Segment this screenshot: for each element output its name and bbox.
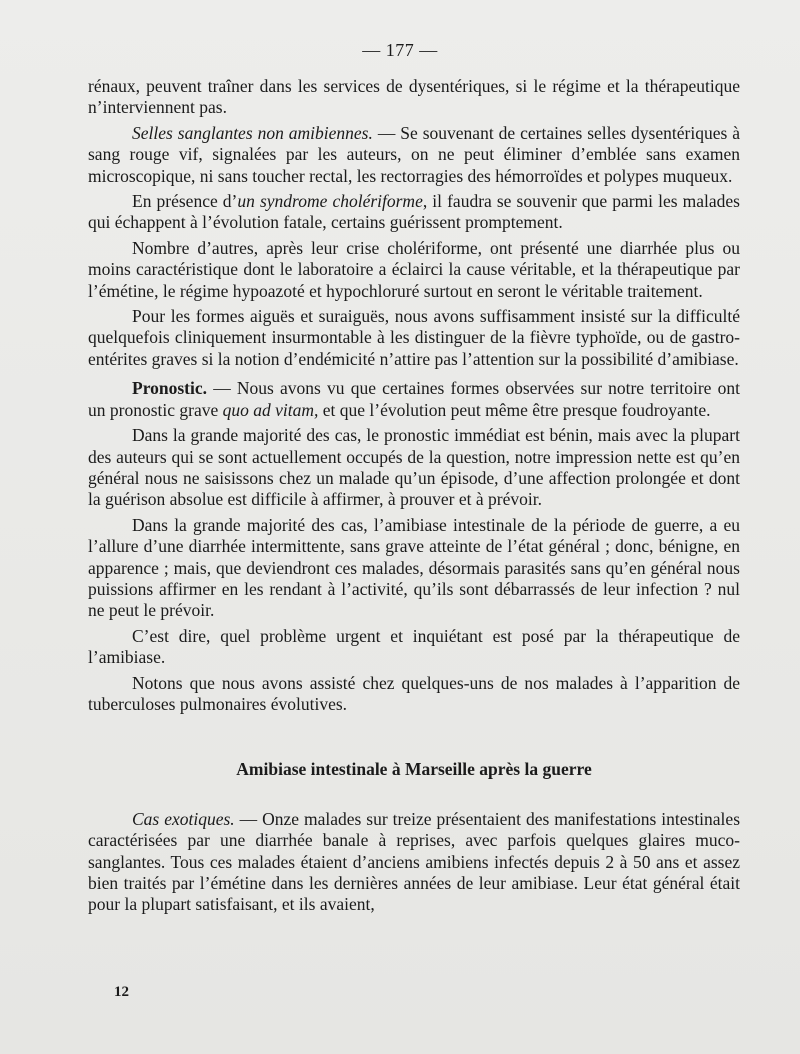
- paragraph: Cas exotiques. — Onze malades sur treize présentaient des manifestations intestinales caractérisées par une diarrhée banale à reprises, avec parfois quelques glaires muco-sanglantes. Tous ces malades étaient d’anciens amibiens infectés depuis 2 à 50 ans et assez bien traités par l’émétine dans les dernières années de leur amibiase. Leur état général était pour la plupart satisfaisant, et ils avaient,: [88, 808, 740, 915]
- paragraph-lead: Selles sanglantes non amibiennes.: [132, 122, 373, 143]
- emphasis: quo ad vitam,: [222, 399, 319, 420]
- body-text: [88, 76, 740, 920]
- paragraph: Pronostic. — Nous avons vu que certaines formes observées sur notre territoire ont un pronostic grave quo ad vitam, et que l’évolution peut même être presque foudroyante.: [88, 378, 740, 420]
- paragraph: En présence d’un syndrome cholériforme, il faudra se souvenir que parmi les malades qui échappent à l’évolution fatale, certains guérissent promptement.: [88, 191, 740, 233]
- paragraph: rénaux, peuvent traîner dans les services de dysentériques, si le régime et la thérapeutique n’interviennent pas.: [88, 76, 740, 118]
- paragraph: Dans la grande majorité des cas, le pronostic immédiat est bénin, mais avec la plupart des auteurs qui se sont actuellement occupés de la question, notre impression nette est qu’en général nous ne saisissons chez un malade qu’un épisode, d’une affection prolongée et dont la guérison absolue est difficile à affirmer, à prouver et à prévoir.: [88, 425, 740, 510]
- paragraph: Pour les formes aiguës et suraiguës, nous avons suffisamment insisté sur la difficulté quelquefois cliniquement insurmontable à les distinguer de la fièvre typhoïde, ou de gastro-entérites graves si la notion d’endémicité n’attire pas l’attention sur la possibilité d’amibiase.: [88, 306, 740, 369]
- paragraph-lead: Pronostic.: [132, 378, 208, 399]
- page-number: — 177 —: [362, 40, 438, 60]
- paragraph: C’est dire, quel problème urgent et inquiétant est posé par la thérapeutique de l’amibiase.: [88, 625, 740, 668]
- paragraph-lead: Cas exotiques.: [132, 808, 235, 829]
- emphasis: un syndrome cholériforme: [237, 191, 423, 212]
- signature-mark: 12: [114, 984, 129, 1000]
- paragraph: Selles sanglantes non amibiennes. — Se souvenant de certaines selles dysentériques à sang rouge vif, signalées par les auteurs, on ne peut éliminer d’emblée sans examen microscopique, ni sans toucher rectal, les rectorragies des hémorroïdes et polypes muqueux.: [88, 122, 741, 186]
- paragraph: Nombre d’autres, après leur crise cholériforme, ont présenté une diarrhée plus ou moins caractéristique dont le laboratoire a éclairci la cause véritable, et la thérapeutique par l’émétine, le régime hypoazoté et hypochloruré surtout en seront le véritable traitement.: [88, 237, 740, 301]
- section-heading: Amibiase intestinale à Marseille après la guerre: [236, 759, 592, 780]
- paragraph: Notons que nous avons assisté chez quelques-uns de nos malades à l’apparition de tuberculoses pulmonaires évolutives.: [88, 672, 740, 714]
- paragraph: Dans la grande majorité des cas, l’amibiase intestinale de la période de guerre, a eu l’allure d’une diarrhée intermittente, sans grave atteinte de l’état général ; donc, bénigne, en apparence ; mais, que deviendront ces malades, désormais parasités sans qu’en général nous puissions affirmer en les rendant à l’activité, qu’ils sont débarrassés de leur infection ? nul ne peut le prévoir.: [88, 514, 740, 621]
